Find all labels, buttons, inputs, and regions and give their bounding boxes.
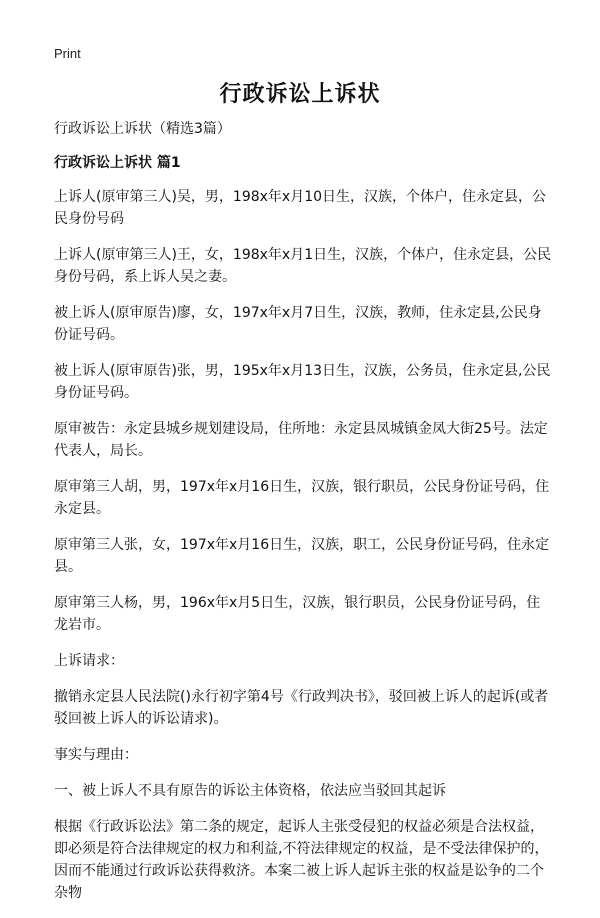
document-title: 行政诉讼上诉状 xyxy=(219,82,381,107)
paragraph-appellee-liao: 被上诉人(原审原告)廖，女，197x年x月7日生，汉族，教师，住永定县,公民身份证号码。 xyxy=(54,305,542,343)
paragraph-third-party-hu: 原审第三人胡，男，197x年x月16日生，汉族，银行职员，公民身份证号码，住永定县。 xyxy=(54,479,550,517)
document-subtitle: 行政诉讼上诉状（精选3篇） xyxy=(54,121,231,137)
paragraph-appeal-request: 撤销永定县人民法院()永行初字第4号《行政判决书》，驳回被上诉人的起诉(或者驳回被上诉人的诉讼请求)。 xyxy=(54,689,549,727)
section-heading: 行政诉讼上诉状 篇1 xyxy=(54,155,181,171)
document-body xyxy=(54,118,554,918)
paragraph-appellee-zhang: 被上诉人(原审原告)张，男，195x年x月13日生，汉族，公务员，住永定县,公民身份证号码。 xyxy=(54,363,551,401)
paragraph-appellant-wu: 上诉人(原审第三人)吴，男，198x年x月10日生，汉族，个体户，住永定县，公民身份号码 xyxy=(54,189,547,227)
paragraph-third-party-yang: 原审第三人杨，男，196x年x月5日生，汉族，银行职员，公民身份证号码，住龙岩市。 xyxy=(54,595,541,633)
paragraph-appeal-request-label: 上诉请求： xyxy=(54,653,124,669)
print-link[interactable]: Print xyxy=(54,46,81,61)
paragraph-appellant-wang: 上诉人(原审第三人)王，女，198x年x月1日生，汉族，个体户，住永定县，公民身份号码，系上诉人吴之妻。 xyxy=(54,247,552,285)
paragraph-legal-basis: 根据《行政诉讼法》第二条的规定，起诉人主张受侵犯的权益必须是合法权益，即必须是符合法律规定的权力和利益,不符法律规定的权益，是不受法律保护的，因而不能通过行政诉讼获得救济。本案二被上诉人起诉主张的权益是讼争的二个杂物 xyxy=(54,819,549,901)
paragraph-original-defendant: 原审被告：永定县城乡规划建设局，住所地：永定县凤城镇金凤大街25号。法定代表人，局长。 xyxy=(54,421,548,459)
paragraph-point-one: 一、被上诉人不具有原告的诉讼主体资格，依法应当驳回其起诉 xyxy=(54,783,446,799)
paragraph-facts-label: 事实与理由： xyxy=(54,747,138,763)
paragraph-third-party-zhang: 原审第三人张，女，197x年x月16日生，汉族，职工，公民身份证号码，住永定县。 xyxy=(54,537,550,575)
